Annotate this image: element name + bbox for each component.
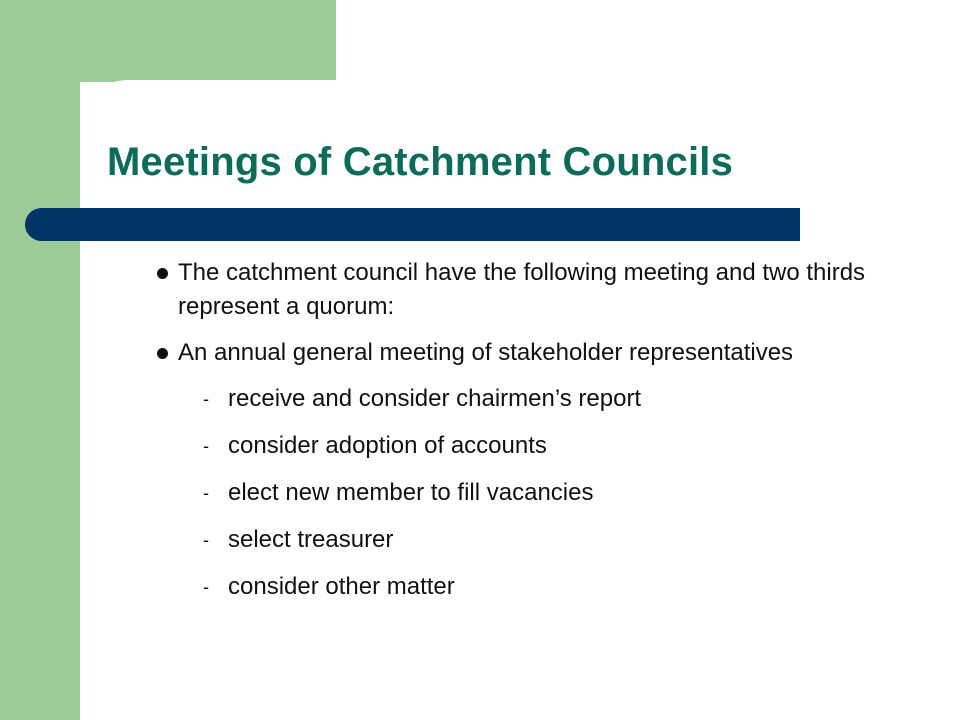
sub-bullet-text: select treasurer <box>228 526 394 553</box>
sub-bullet-item <box>156 382 896 416</box>
dash-icon: - <box>203 577 209 597</box>
sub-bullet-text: consider adoption of accounts <box>228 432 547 459</box>
sub-bullet-item <box>156 476 896 510</box>
sub-bullet-item <box>156 429 896 463</box>
bullet-dot-icon <box>157 348 168 359</box>
dash-icon: - <box>203 483 209 503</box>
title-underline-bar <box>25 208 800 241</box>
dash-icon: - <box>203 389 209 409</box>
sub-bullet-text: consider other matter <box>228 573 455 600</box>
dash-icon: - <box>203 436 209 456</box>
sub-bullet-item <box>156 523 896 557</box>
bullet-item <box>156 336 896 370</box>
sub-bullet-text: receive and consider chairmen’s report <box>228 385 642 412</box>
slide-title: Meetings of Catchment Councils <box>107 140 734 184</box>
sub-bullet-text: elect new member to fill vacancies <box>228 479 594 506</box>
sub-bullet-item <box>156 570 896 604</box>
bullet-text: The catchment council have the following meeting and two thirds represent a quorum: <box>178 259 866 320</box>
bullet-item <box>156 256 896 324</box>
green-left-band <box>0 0 80 720</box>
bullet-text: An annual general meeting of stakeholder representatives <box>178 339 794 366</box>
bullet-list <box>156 256 896 617</box>
dash-icon: - <box>203 530 209 550</box>
bullet-dot-icon <box>157 268 168 279</box>
